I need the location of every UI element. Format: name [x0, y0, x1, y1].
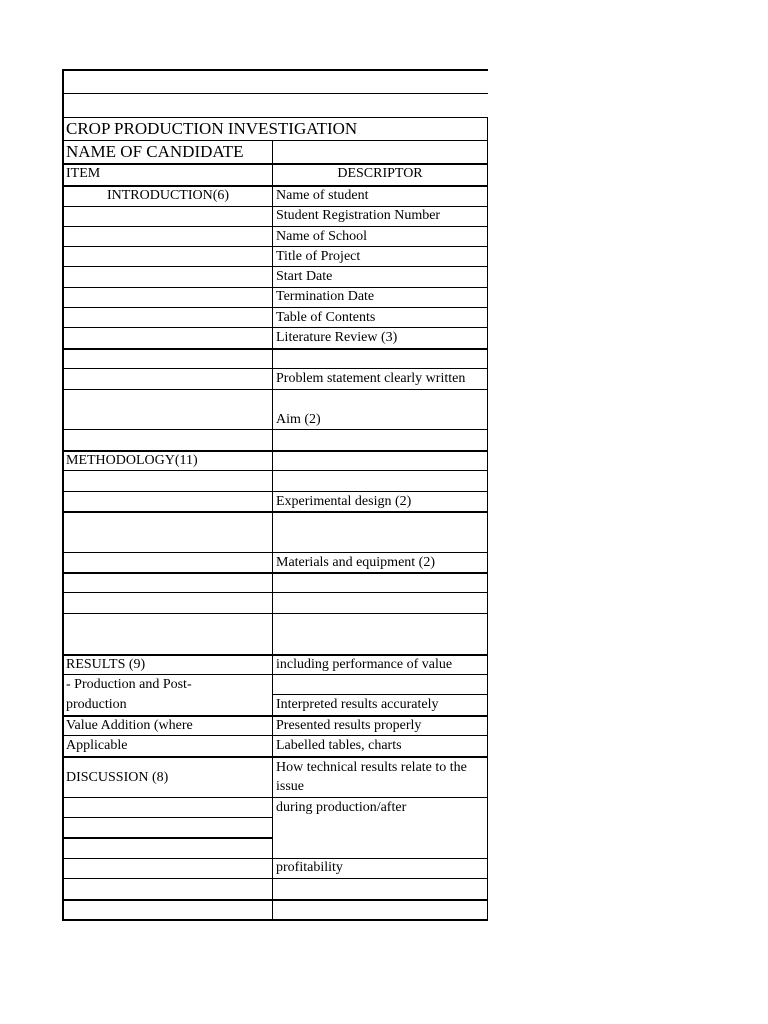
grid-line	[62, 491, 488, 492]
grid-line	[62, 592, 488, 593]
grid-line	[62, 511, 488, 513]
grid-line	[62, 117, 488, 118]
column-divider	[272, 140, 273, 921]
grid-line	[62, 797, 488, 798]
results-subitem: Value Addition (where	[66, 718, 193, 733]
descriptor-cell: Start Date	[276, 269, 333, 284]
descriptor-cell: Materials and equipment (2)	[276, 555, 436, 570]
grid-line	[62, 817, 273, 818]
descriptor-cell: including performance of value	[276, 657, 453, 672]
section-results: RESULTS (9)	[66, 657, 146, 672]
grid-line	[62, 348, 488, 350]
grid-line	[62, 450, 488, 452]
section-discussion: DISCUSSION (8)	[66, 770, 169, 785]
descriptor-cell: Name of student	[276, 188, 369, 203]
grid-line	[62, 858, 488, 859]
descriptor-cell: Experimental design (2)	[276, 494, 412, 509]
descriptor-cell: Termination Date	[276, 289, 375, 304]
item-column-header: ITEM	[66, 166, 101, 181]
results-subitem: - Production and Post-	[66, 677, 192, 692]
grid-line	[272, 694, 488, 695]
descriptor-cell: How technical results relate to the	[276, 760, 467, 775]
section-methodology: METHODOLOGY(11)	[66, 453, 198, 468]
descriptor-cell: Literature Review (3)	[276, 330, 398, 345]
document-title: CROP PRODUCTION INVESTIGATION	[66, 119, 358, 138]
descriptor-cell: Title of Project	[276, 249, 361, 264]
descriptor-column-header: DESCRIPTOR	[337, 166, 423, 181]
descriptor-cell: issue	[276, 779, 304, 794]
grid-line	[62, 368, 488, 369]
grid-line	[62, 878, 488, 879]
descriptor-cell: profitability	[276, 860, 343, 875]
grid-line	[62, 163, 488, 165]
grid-line	[62, 327, 488, 328]
grid-line	[62, 837, 273, 839]
grid-line	[62, 735, 488, 736]
grid-line	[62, 470, 488, 471]
grid-line	[62, 266, 488, 267]
descriptor-cell: Presented results properly	[276, 718, 422, 733]
descriptor-cell: Name of School	[276, 229, 367, 244]
grid-line	[62, 756, 488, 758]
results-subitem: production	[66, 697, 127, 712]
descriptor-cell: Student Registration Number	[276, 208, 441, 223]
descriptor-cell: Problem statement clearly written	[276, 371, 466, 386]
section-introduction: INTRODUCTION(6)	[106, 188, 230, 203]
grid-line	[62, 93, 488, 94]
grid-line	[62, 206, 488, 207]
grid-line	[62, 572, 488, 574]
table-border-right	[487, 117, 488, 921]
grid-line	[62, 226, 488, 227]
descriptor-cell: Interpreted results accurately	[276, 697, 439, 712]
grid-line	[62, 429, 488, 430]
grid-line	[62, 140, 488, 141]
descriptor-cell: Aim (2)	[276, 412, 321, 427]
grid-line	[62, 185, 488, 187]
grid-line	[62, 919, 488, 921]
candidate-name-label: NAME OF CANDIDATE	[66, 142, 244, 161]
results-subitem: Applicable	[66, 738, 128, 753]
grid-line	[62, 246, 488, 247]
descriptor-cell: during production/after	[276, 800, 407, 815]
grid-line	[62, 552, 488, 553]
grid-line	[62, 715, 488, 717]
grid-line	[62, 389, 488, 390]
grid-line	[62, 307, 488, 308]
descriptor-cell: Table of Contents	[276, 310, 376, 325]
grid-line	[62, 69, 488, 71]
grid-line	[62, 899, 488, 901]
grid-line	[62, 654, 488, 656]
grid-line	[62, 613, 488, 614]
grid-line	[62, 674, 488, 675]
descriptor-cell: Labelled tables, charts	[276, 738, 402, 753]
grid-line	[62, 287, 488, 288]
